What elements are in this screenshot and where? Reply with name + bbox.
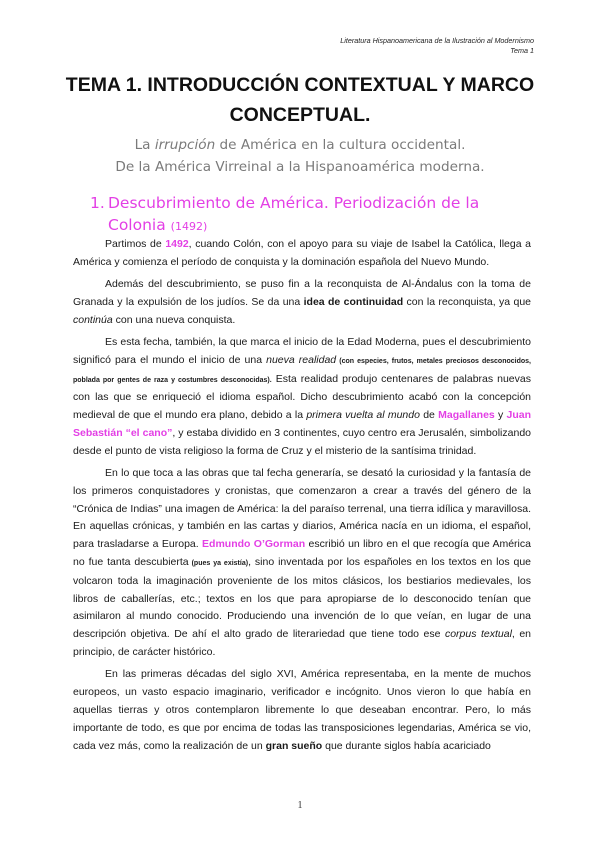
- section-number: 1.: [90, 194, 105, 212]
- highlight-name: Juan Sebastián “el cano”: [73, 409, 532, 439]
- text-run: escribió un libro en el que recogía que América no fue tanta descubierta: [73, 538, 531, 569]
- subtitle: [60, 134, 540, 178]
- paragraph: [73, 276, 531, 329]
- bold-text: gran sueño: [265, 739, 323, 752]
- italic-text: primera vuelta al mundo: [306, 409, 420, 422]
- header-topic: Tema 1: [510, 46, 534, 55]
- text-run: con la reconquista, ya que: [403, 295, 532, 308]
- text-run: con una nueva conquista.: [112, 313, 236, 326]
- text-run: y: [494, 409, 507, 422]
- subtitle-text: La: [134, 137, 155, 153]
- text-run: , y estaba dividido en 3 continentes, cuyo centro era Jerusalén, simbolizando desde el punto de vista religioso la forma de Cruz y el misterio de la santísima trinidad.: [73, 426, 532, 457]
- title-line-2: CONCEPTUAL.: [229, 104, 371, 126]
- paragraph: [73, 666, 531, 755]
- body-text: [73, 236, 531, 760]
- title-line-1: TEMA 1. INTRODUCCIÓN CONTEXTUAL Y MARCO: [65, 74, 535, 96]
- subtitle-line-1: [60, 134, 540, 156]
- italic-text: corpus textual: [444, 628, 512, 641]
- small-note: (con especies, frutos, metales preciosos desconocidos, poblada por gentes de raza y costumbres desconocidas).: [73, 357, 531, 384]
- subtitle-text: de América en la cultura occidental.: [215, 137, 466, 153]
- bold-text: idea de continuidad: [303, 295, 404, 308]
- paragraph: [73, 236, 531, 272]
- italic-text: nueva realidad: [266, 353, 337, 366]
- subtitle-line-2: De la América Virreinal a la Hispanoamérica moderna.: [115, 159, 485, 175]
- text-run: Esta realidad produjo centenares de palabras nuevas con las que se enriqueció el idioma español. Dicho descubrimiento acabó con la concepción medieval de que el mundo era plano, debido a la: [73, 372, 531, 422]
- page-number: 1: [297, 800, 303, 811]
- small-note: (pues ya existía): [188, 560, 249, 568]
- highlight-year: 1492: [165, 238, 189, 250]
- italic-text: continúa: [73, 313, 113, 326]
- page-title: [60, 70, 540, 130]
- text-run: , cuando Colón, con el apoyo para su viaje de Isabel la Católica, llega a América y comienza el período de conquista y la dominación española del Nuevo Mundo.: [73, 238, 531, 268]
- section-year: (1492): [170, 220, 208, 233]
- text-run: que durante siglos había acariciado: [322, 739, 491, 752]
- text-run: En lo que toca a las obras que tal fecha generaría, se desató la curiosidad y la fantasía de los primeros conquistadores y cronistas, que comenzaron a crear a través del género de la “Crónica de Indias” una imagen de América: la del paraíso terrenal, una tierra idílica y maravillosa. En aquellas crónicas, y también en las cartas y diarios, América nacía en un idioma, el español, para trasladarse a Europa.: [73, 467, 531, 551]
- section-title-text: Descubrimiento de América. Periodización de la Colonia: [108, 194, 480, 234]
- subtitle-emphasis: irrupción: [154, 137, 216, 153]
- text-run: Es esta fecha, también, la que marca el inicio de la Edad Moderna, pues el descubrimiento significó para el mundo el inicio de una: [73, 335, 531, 366]
- text-run: En las primeras décadas del siglo XVI, América representaba, en la mente de muchos europeos, un vasto espacio imaginario, verificador e incógnito. Unos vieron lo que había en aquellas tierras y otros contemplaron libremente lo que deseaban encontrar. Pero, lo más importante de todo, es que por encima de todas las transposiciones legendarias, América se vio, cada vez más, como la realización de un: [73, 668, 531, 752]
- section-title: [108, 192, 520, 238]
- text-run: Partimos de: [105, 238, 166, 250]
- highlight-name: Magallanes: [438, 409, 495, 422]
- paragraph: [73, 334, 531, 461]
- text-run: de: [419, 409, 439, 422]
- text-run: Además del descubrimiento, se puso fin a la reconquista de Al-Ándalus con la toma de Granada y la expulsión de los judíos. Se da una: [73, 278, 531, 308]
- text-run: , sino inventada por los españoles en los textos en los que volcaron toda la imaginación proveniente de los mitos clásicos, los bestiarios medievales, los libros de caballerías, etc.; textos en los que para apropiarse de lo desconocido tenían que asimilaron al mundo conocido. Produciendo una invención de lo que veían, en lugar de una descripción objetiva. De ahí el alto grado de literariedad que tiene todo ese: [73, 556, 532, 641]
- paragraph: [73, 465, 531, 662]
- text-run: , en principio, de carácter histórico.: [73, 628, 532, 659]
- running-header: [340, 36, 534, 56]
- section-heading: [90, 192, 520, 238]
- header-course-title: Literatura Hispanoamericana de la Ilustración al Modernismo: [340, 36, 534, 45]
- highlight-name: Edmundo O’Gorman: [202, 538, 306, 551]
